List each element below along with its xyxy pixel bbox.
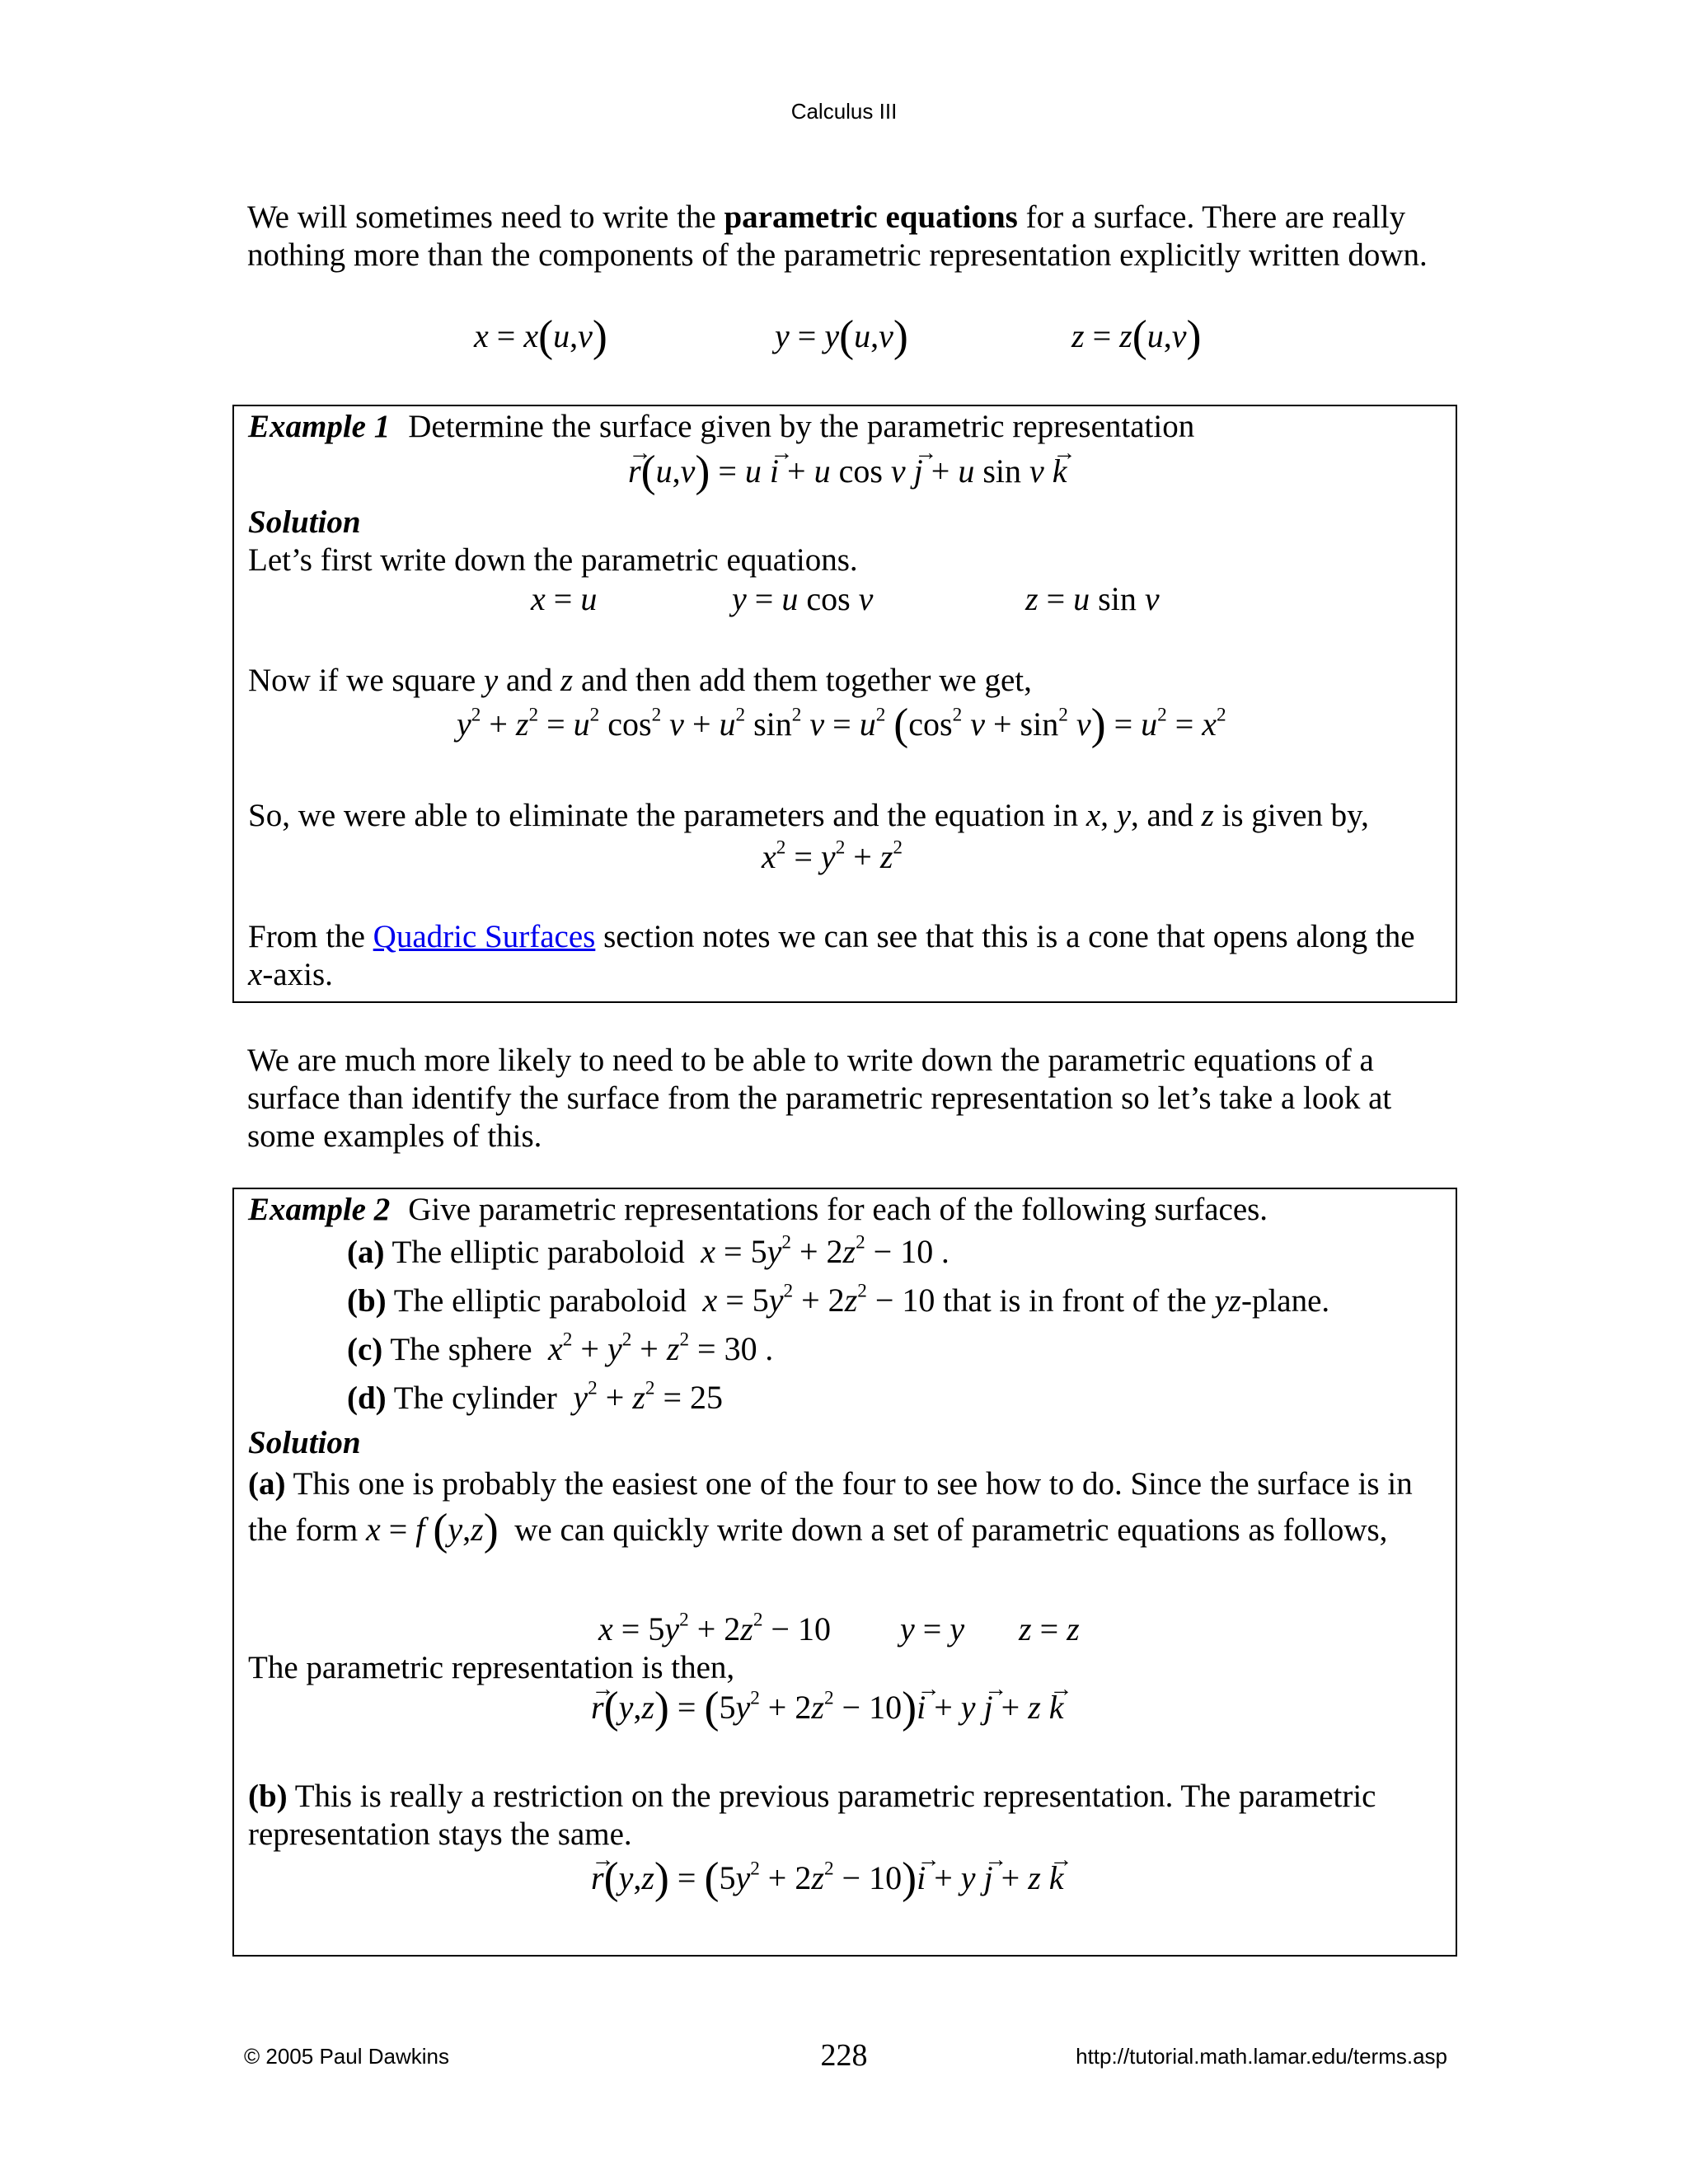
example-1-label: Example 1 xyxy=(248,409,391,444)
part-a-text2: we can quickly write down a set of parametric equations as follows, xyxy=(506,1511,1388,1548)
example-1-param-equations xyxy=(234,579,1456,621)
example-1-line1: Let’s first write down the parametric equations. xyxy=(248,542,858,578)
conclusion-text-a: From the xyxy=(248,919,373,954)
example-2-prompt-text: Give parametric representations for each of the following surfaces. xyxy=(408,1192,1268,1227)
intro-paragraph xyxy=(247,199,1451,274)
item-c-tag: (c) xyxy=(347,1332,383,1367)
line2-var-z: z xyxy=(560,663,574,698)
line3-text-a: So, we were able to eliminate the parameters and the equation in xyxy=(248,798,1086,833)
line2-text-b: and xyxy=(498,663,561,698)
example-1-solution-label: Solution xyxy=(248,504,361,540)
example-2-prompt xyxy=(248,1191,1446,1229)
item-d-text: The cylinder xyxy=(393,1380,557,1416)
item-b-yz: yz xyxy=(1214,1283,1241,1319)
part-b-body: This is really a restriction on the previous parametric representation. The parametric representation stays the same. xyxy=(248,1779,1376,1853)
eq-y: y = y(u,v) xyxy=(775,311,908,361)
example-2-label: Example 2 xyxy=(248,1192,391,1227)
item-d-tag: (d) xyxy=(347,1380,387,1416)
example-2-box xyxy=(232,1188,1457,1957)
part-a-eq-z: z = z xyxy=(1019,1610,1080,1647)
middle-paragraph: We are much more likely to need to be able to write down the parametric equations of a surface than identify the surface from the parametric representation so let’s take a look at some examples of this. xyxy=(247,1043,1392,1155)
eq-x: x = x(u,v) xyxy=(474,311,607,361)
example-1-conclusion xyxy=(248,918,1446,994)
item-d xyxy=(347,1378,723,1418)
intro-equations xyxy=(0,311,1688,366)
line3-var-x: x xyxy=(1085,798,1101,833)
item-b-tag: (b) xyxy=(347,1283,387,1319)
item-b-text: The elliptic paraboloid xyxy=(393,1283,687,1319)
example-1-line2 xyxy=(248,662,1446,700)
line3-sep1: , xyxy=(1100,798,1117,833)
item-d-equation: $y^2 + z^2 = 25$ xyxy=(573,1377,724,1416)
line3-text-b: is given by, xyxy=(1213,798,1369,833)
quadric-surfaces-link[interactable]: Quadric Surfaces xyxy=(373,919,596,954)
page-header: Calculus III xyxy=(790,99,898,124)
item-b-suffix-b: -plane. xyxy=(1240,1283,1330,1319)
param-x: x = u xyxy=(531,580,598,617)
line2-text-c: and then add them together we get, xyxy=(573,663,1032,698)
part-a-eq-x: $x = 5y^2 + 2z^2 - 10$ xyxy=(598,1609,831,1647)
conclusion-var-x: x xyxy=(248,957,263,993)
example-1-line3 xyxy=(248,797,1446,835)
item-a-suffix: . xyxy=(933,1235,950,1270)
example-1-box xyxy=(232,405,1457,1003)
item-c-equation: $x^2 + y^2 + z^2 = 30$ xyxy=(548,1329,757,1367)
param-y: y = u cos v xyxy=(732,580,874,617)
example-1-square-equation: $y^2 + z^2 = u^2$ $\cos^2 v + u^2$ $\sin^2 v = u^2$ ($\cos^2$ $v + \sin^2 v) = u^2 = x^2$ xyxy=(457,699,1226,749)
item-a-tag: (a) xyxy=(347,1235,385,1270)
intro-text-before: We will sometimes need to write the xyxy=(247,199,724,235)
part-a-equations xyxy=(234,1610,1456,1651)
intro-text-after: for a surface. There are really nothing more than the components of the parametric representation explicitly written down. xyxy=(247,199,1428,274)
part-a-tag: (a) xyxy=(248,1466,286,1502)
item-c xyxy=(347,1329,773,1369)
item-a-equation: $x = 5y^2 + 2z^2 - 10$ xyxy=(701,1231,934,1270)
part-a-eq-y: y = y xyxy=(900,1610,965,1647)
part-a-text xyxy=(248,1462,1446,1553)
item-a-text: The elliptic paraboloid xyxy=(392,1235,685,1270)
example-1-final-equation: $x^2 = y^2 + z^2$ xyxy=(762,837,903,875)
part-b-tag: (b) xyxy=(248,1779,288,1814)
line3-var-y: y xyxy=(1116,798,1132,833)
footer-url: http://tutorial.math.lamar.edu/terms.asp xyxy=(1076,2044,1447,2069)
part-b-representation: → $r(y,z) = (5y^2 + 2z^2 - 10)\to i + y \to j + z \to k$ xyxy=(591,1858,1064,1897)
line3-sep2: , and xyxy=(1131,798,1202,833)
item-b-equation: $x = 5y^2 + 2z^2 - 10$ xyxy=(702,1280,935,1319)
line2-var-y: y xyxy=(483,663,499,698)
item-a xyxy=(347,1232,950,1272)
part-a-form: x = f (y,z) xyxy=(365,1504,499,1554)
intro-term-bold: parametric equations xyxy=(724,199,1018,235)
param-z: z = u sin v xyxy=(1025,580,1160,617)
conclusion-text-b: section notes we can see that this is a cone that opens along the xyxy=(595,919,1415,954)
example-1-prompt-text: Determine the surface given by the parametric representation xyxy=(408,409,1195,444)
example-2-solution-label: Solution xyxy=(248,1425,361,1460)
conclusion-text-c: -axis. xyxy=(262,957,333,993)
example-1-representation: → r(u,v) = u → i + u cos v → j + u sin v → k xyxy=(628,452,1067,490)
line2-text-a: Now if we square xyxy=(248,663,484,698)
part-a-text1: This one is probably the easiest one of the four to see how to do. Since the surface is in the form xyxy=(248,1466,1413,1548)
item-c-text: The sphere xyxy=(390,1332,532,1367)
item-b-suffix-a: that is in front of the xyxy=(935,1283,1215,1319)
footer-page-number: 228 xyxy=(820,2038,868,2073)
footer-copyright: © 2005 Paul Dawkins xyxy=(244,2044,449,2069)
example-1-prompt xyxy=(248,408,1446,446)
part-a-representation: → $r(y,z) = (5y^2 + 2z^2 - 10)\to i + y \to j + z \to k$ xyxy=(591,1688,1064,1727)
part-b-text xyxy=(248,1778,1446,1854)
line3-var-z: z xyxy=(1201,798,1214,833)
eq-z: z = z(u,v) xyxy=(1071,311,1202,361)
item-c-suffix: . xyxy=(757,1332,774,1367)
item-b xyxy=(347,1281,1329,1320)
part-a-line: The parametric representation is then, xyxy=(248,1650,735,1685)
